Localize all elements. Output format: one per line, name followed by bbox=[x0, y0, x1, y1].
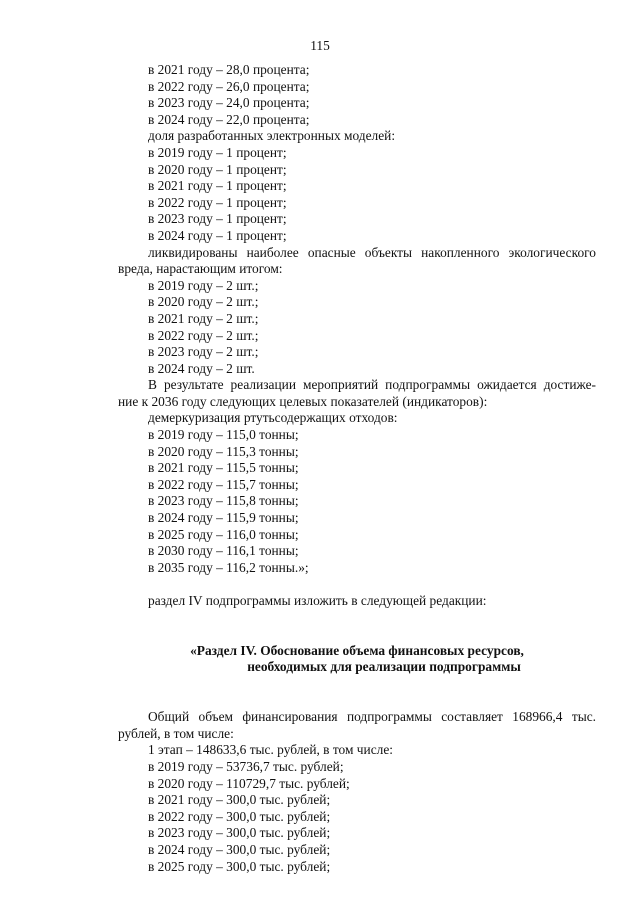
text-line: в 2023 году – 115,8 тонны; bbox=[148, 493, 299, 509]
spacer bbox=[118, 626, 596, 643]
text-line: в 2022 году – 1 процент; bbox=[148, 194, 287, 210]
text-line: в 2022 году – 26,0 процента; bbox=[148, 78, 310, 94]
text-line: в 2022 году – 300,0 тыс. рублей; bbox=[148, 808, 331, 824]
text-line: в 2022 году – 115,7 тонны; bbox=[148, 476, 299, 492]
text-line: в 2020 году – 1 процент; bbox=[148, 161, 287, 177]
text-line: в 2021 году – 300,0 тыс. рублей; bbox=[148, 792, 331, 808]
text-line: в 2021 году – 28,0 процента; bbox=[148, 62, 310, 77]
section-intro: раздел IV подпрограммы изложить в следующей редакции: bbox=[148, 593, 487, 608]
text-line: в 2024 году – 1 процент; bbox=[148, 227, 287, 243]
text-line: в 2024 году – 22,0 процента; bbox=[148, 111, 310, 127]
block-financing-years bbox=[118, 742, 596, 875]
block-demercurization bbox=[118, 410, 596, 576]
text-line: в 2025 году – 116,0 тонны; bbox=[148, 526, 299, 542]
text-line: 1 этап – 148633,6 тыс. рублей, в том числе: bbox=[148, 742, 393, 758]
spacer bbox=[118, 693, 596, 710]
paragraph-liquidated bbox=[118, 245, 596, 278]
text-line: Общий объем финансирования подпрограммы составляет 168966,4 тыс. bbox=[148, 709, 596, 725]
page-number: 115 bbox=[310, 38, 330, 53]
text-line: в 2023 году – 24,0 процента; bbox=[148, 95, 310, 111]
text-line: в 2019 году – 1 процент; bbox=[148, 144, 287, 160]
text-line: ние к 2036 году следующих целевых показателей (индикаторов): bbox=[118, 393, 488, 409]
text-line: в 2024 году – 2 шт. bbox=[148, 360, 255, 376]
text-line: в 2023 году – 300,0 тыс. рублей; bbox=[148, 825, 331, 841]
text-line: в 2020 году – 110729,7 тыс. рублей; bbox=[148, 775, 350, 791]
section-heading-line: необходимых для реализации подпрограммы bbox=[247, 659, 521, 675]
text-line: рублей, в том числе: bbox=[118, 725, 234, 741]
text-line: вреда, нарастающим итогом: bbox=[118, 261, 283, 277]
spacer bbox=[118, 576, 596, 593]
text-line: в 2030 году – 116,1 тонны; bbox=[148, 543, 299, 559]
text-line: ликвидированы наиболее опасные объекты накопленного экологического bbox=[148, 244, 596, 260]
block-electronic-models bbox=[118, 62, 596, 245]
page-body bbox=[118, 62, 596, 875]
text-line: в 2020 году – 2 шт.; bbox=[148, 294, 259, 310]
text-line: в 2021 году – 115,5 тонны; bbox=[148, 460, 299, 476]
paragraph-result bbox=[118, 377, 596, 410]
spacer bbox=[118, 610, 596, 627]
text-line: В результате реализации мероприятий подпрограммы ожидается достиже- bbox=[148, 377, 596, 393]
text-line: в 2019 году – 2 шт.; bbox=[148, 277, 259, 293]
block-liquidated-years bbox=[118, 278, 596, 378]
text-line: в 2022 году – 2 шт.; bbox=[148, 327, 259, 343]
section-heading-line: «Раздел IV. Обоснование объема финансовых ресурсов, bbox=[190, 642, 524, 658]
text-line: в 2021 году – 1 процент; bbox=[148, 178, 287, 194]
text-line: в 2023 году – 2 шт.; bbox=[148, 344, 259, 360]
text-line: в 2019 году – 115,0 тонны; bbox=[148, 427, 299, 443]
text-line: в 2020 году – 115,3 тонны; bbox=[148, 443, 299, 459]
text-line: в 2021 году – 2 шт.; bbox=[148, 310, 259, 326]
text-line: в 2019 году – 53736,7 тыс. рублей; bbox=[148, 758, 344, 774]
text-line: в 2024 году – 115,9 тонны; bbox=[148, 510, 299, 526]
text-line: в 2025 году – 300,0 тыс. рублей; bbox=[148, 858, 331, 874]
text-line: демеркуризация ртутьсодержащих отходов: bbox=[148, 410, 398, 426]
section-heading bbox=[118, 643, 596, 676]
paragraph-total-financing bbox=[118, 709, 596, 742]
text-line: в 2024 году – 300,0 тыс. рублей; bbox=[148, 841, 331, 857]
text-line: в 2035 году – 116,2 тонны.»; bbox=[148, 559, 309, 575]
text-line: доля разработанных электронных моделей: bbox=[148, 128, 396, 144]
text-line: в 2023 году – 1 процент; bbox=[148, 211, 287, 227]
spacer bbox=[118, 676, 596, 693]
